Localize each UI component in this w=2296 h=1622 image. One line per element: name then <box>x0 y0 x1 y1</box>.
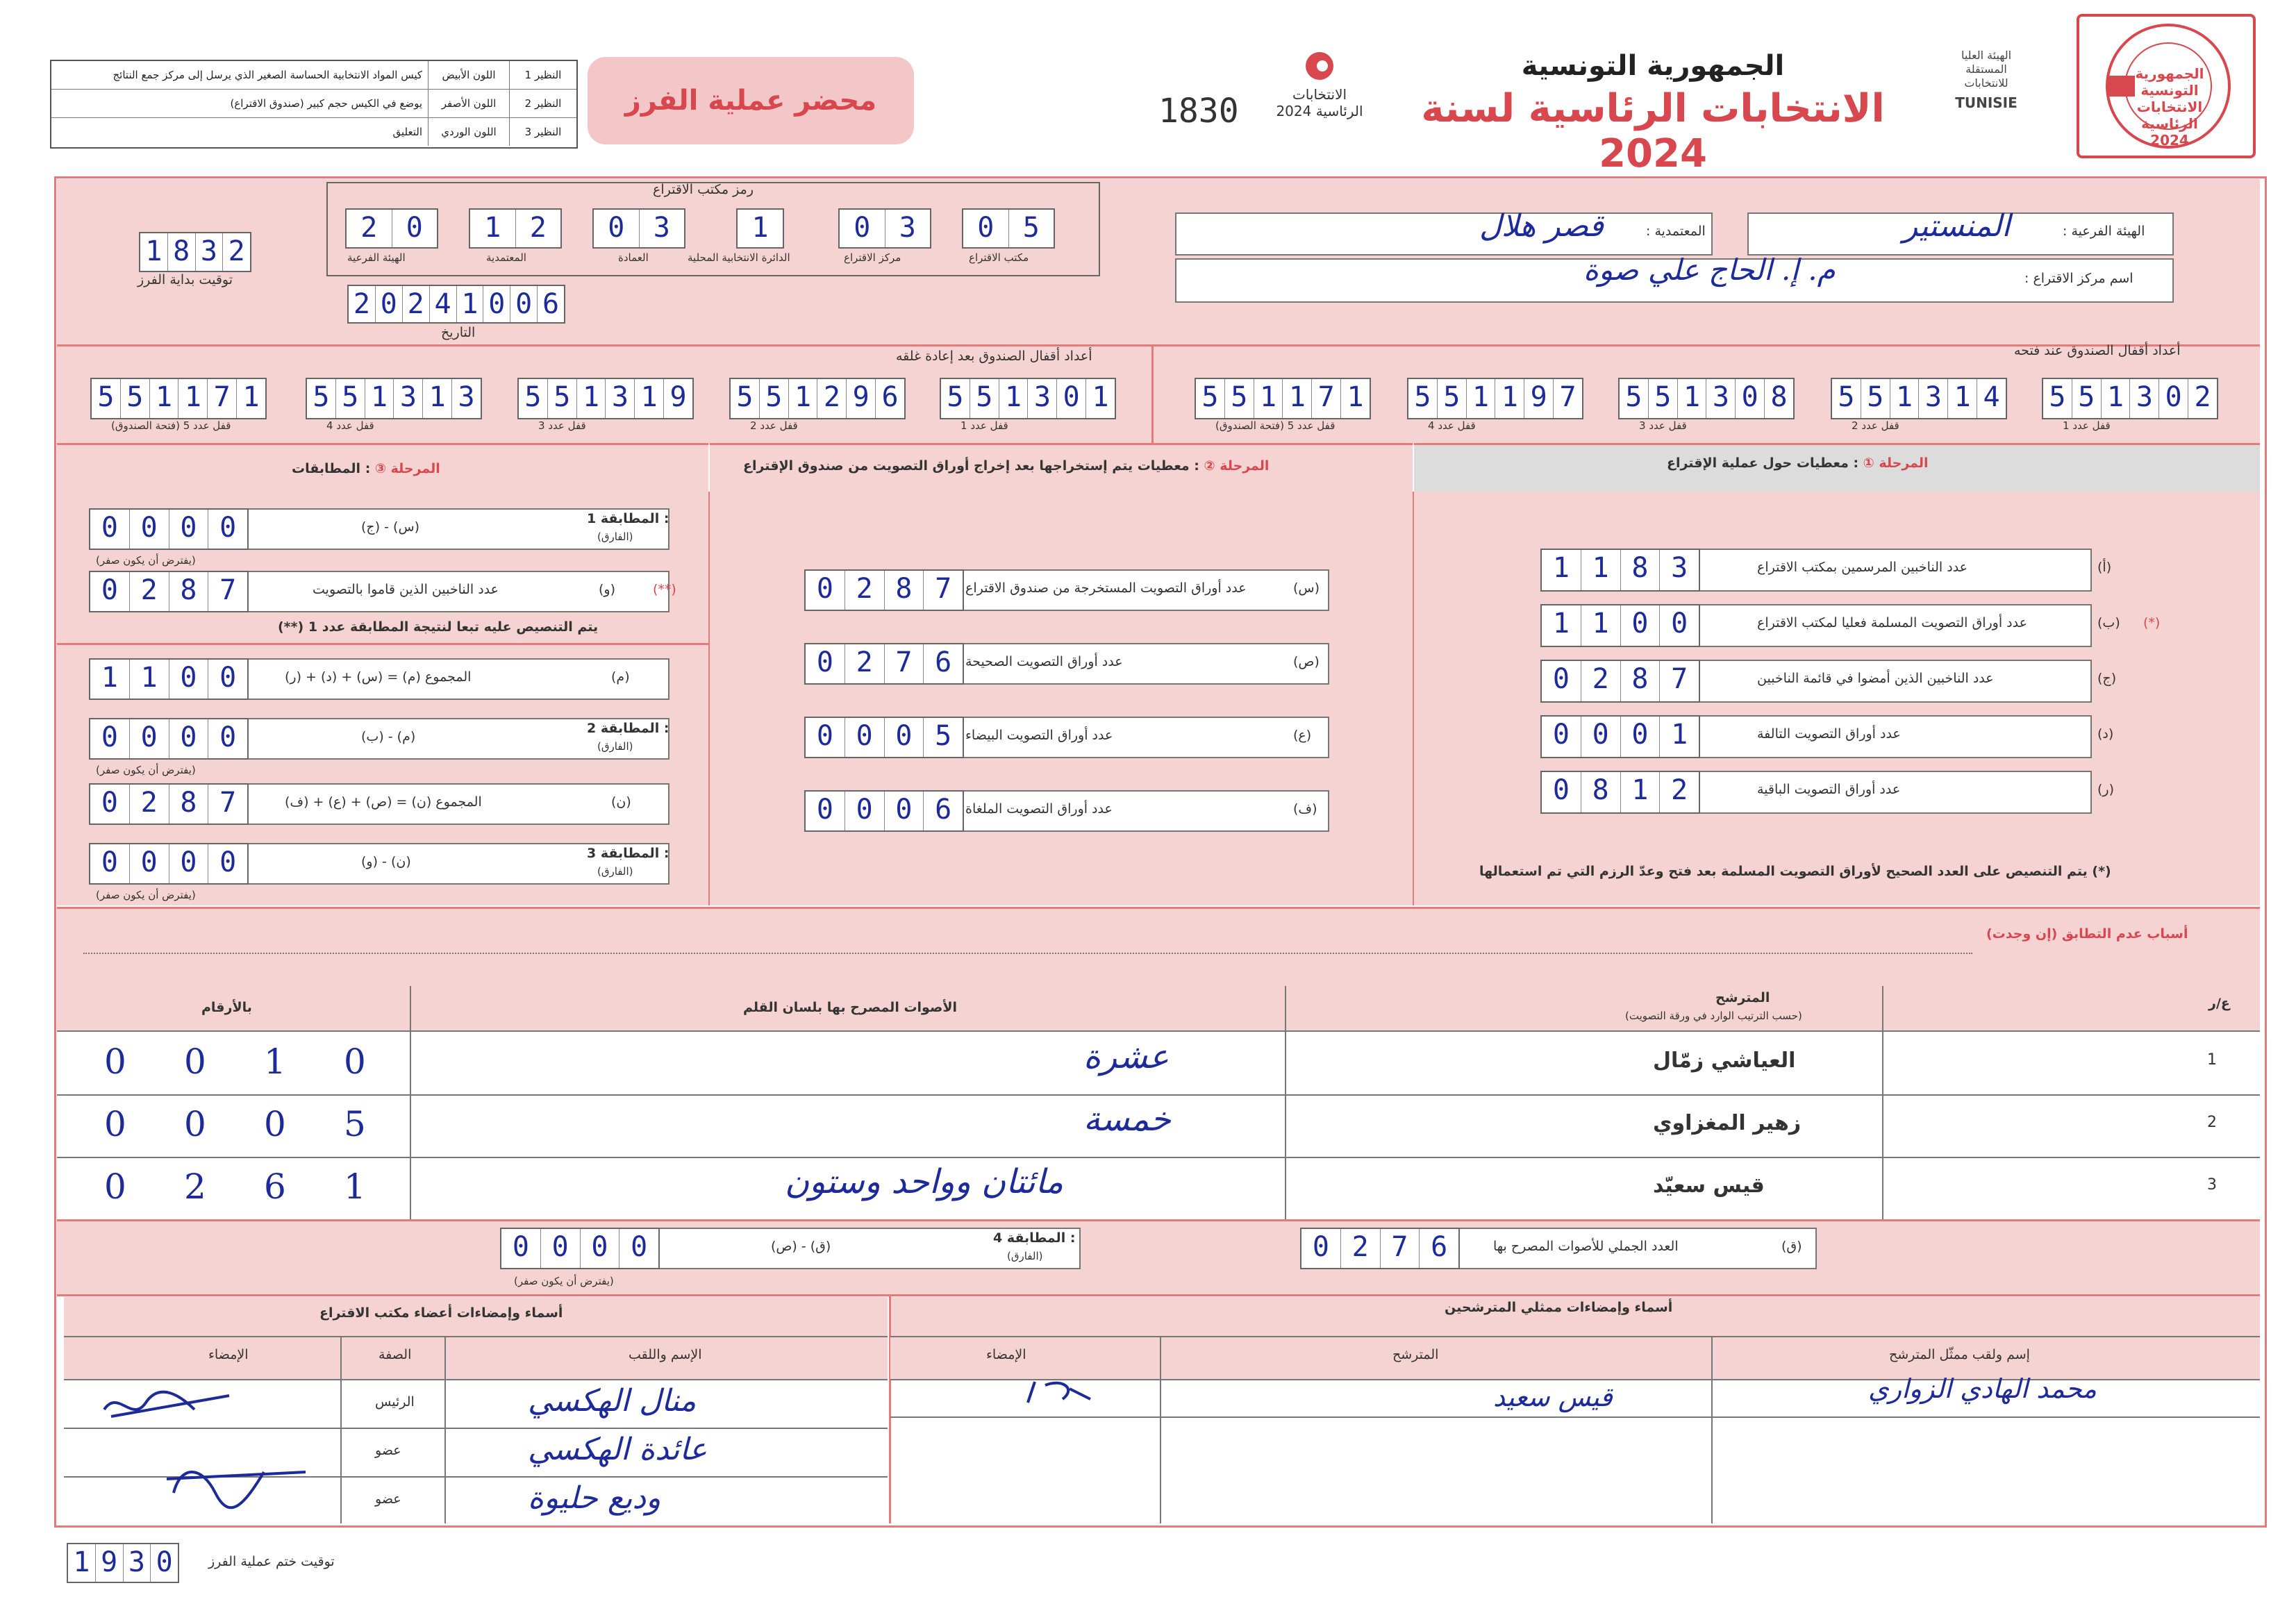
candidate-votes-digit: 0 <box>184 1042 206 1082</box>
isie-text: الهيئة العليا المستقلة للانتخابات <box>1961 49 2012 90</box>
match4-formula: (ص) - (ق) <box>771 1239 831 1254</box>
stage1-row-digits[interactable]: 0 2 8 7 <box>1540 660 1700 703</box>
match1-zero-note: (يفترض أن يكون صفر) <box>96 554 196 567</box>
rep-signature <box>1021 1375 1104 1416</box>
match2-formula: (ب) - (م) <box>361 729 416 744</box>
code-delegation-label: المعتمدية <box>486 251 526 264</box>
legend-desc: التعليق <box>51 118 429 146</box>
lock-3-field[interactable]: 5 5 1 3 1 9 <box>517 378 694 419</box>
locks-divider <box>1151 344 1154 443</box>
candidate-votes-digit: 0 <box>184 1104 206 1144</box>
instance-label: الهيئة الفرعية : <box>2063 224 2145 239</box>
stage1-row-label: عدد أوراق التصويت المسلمة فعليا لمكتب الاقتراع <box>1757 615 2027 630</box>
lock-2-field[interactable]: 5 5 1 2 9 6 <box>729 378 906 419</box>
legend-label: النظير 3 <box>524 126 562 138</box>
election-logo <box>1271 49 1368 146</box>
header-titles <box>1382 50 1924 176</box>
match4-sub: (الفارق) <box>1007 1250 1043 1262</box>
stage3-note2: (**) يتم التنصيص عليه تبعا لنتيجة المطابقة عدد 1 <box>278 619 599 635</box>
stage1-title: المرحلة ① : معطيات حول عملية الإقتراع <box>1667 455 1929 471</box>
stamp-text: الجمهورية التونسية الانتخابات الرئاسية 2024 <box>2135 65 2204 149</box>
legend-color: اللون الأبيض <box>429 61 510 89</box>
members-title: أسماء وإمضاءات أعضاء مكتب الاقتراع <box>319 1305 563 1321</box>
legend-label: النظير 1 <box>524 69 562 81</box>
stage2-row-digits[interactable]: 0 2 8 7 <box>804 569 964 611</box>
sum-n-digits[interactable]: 0 2 8 7 <box>89 783 249 825</box>
lock-4-field[interactable]: 5 5 1 1 9 7 <box>1407 378 1583 419</box>
code-delegation[interactable]: 1 2 <box>469 208 562 249</box>
candidate-votes-words: خمسة <box>1083 1100 1171 1139</box>
voters-digits[interactable]: 0 2 8 7 <box>89 571 249 612</box>
locks-after-title: أعداد أقفال الصندوق بعد إعادة غلقه <box>896 349 1092 364</box>
stage2-row-key: (ص) <box>1293 654 1320 669</box>
form-title: محضر عملية الفرز <box>624 85 877 117</box>
lock-1-label: قفل عدد 1 <box>2063 419 2111 432</box>
legend-desc: يوضع في الكيس حجم كبير (صندوق الاقتراع) <box>51 90 429 117</box>
stage1-row-label: عدد أوراق التصويت الباقية <box>1757 782 1901 797</box>
legend-row <box>51 61 576 90</box>
voters-key: (و) <box>599 582 616 597</box>
lock-1-field[interactable]: 5 5 1 3 0 1 <box>940 378 1116 419</box>
match3-sub: (الفارق) <box>597 865 633 878</box>
start-time-label: توقيت بداية الفرز <box>138 272 233 287</box>
member-role: عضو <box>375 1491 401 1507</box>
candidate-votes-digit: 2 <box>184 1167 206 1207</box>
reps-line-b <box>1711 1336 1713 1523</box>
signatures-divider <box>889 1294 891 1523</box>
candidate-votes-digit: 0 <box>344 1042 366 1082</box>
locks-before-title: أعداد أقفال الصندوق عند فتحه <box>2014 343 2181 358</box>
match2-sub: (الفارق) <box>597 740 633 753</box>
match1-digits[interactable]: 0 0 0 0 <box>89 508 249 550</box>
lock-5-field[interactable]: 5 5 1 1 7 1 <box>90 378 267 419</box>
lock-5-field[interactable]: 5 5 1 1 7 1 <box>1195 378 1371 419</box>
total-key: (ق) <box>1781 1239 1802 1254</box>
candidate-name: العياشي زمّال <box>1653 1048 1796 1073</box>
member-name: منال الهكسي <box>528 1383 697 1419</box>
lock-4-label: قفل عدد 4 <box>1428 419 1476 432</box>
center-label: اسم مركز الاقتراع : <box>2024 271 2133 286</box>
member-role: الرئيس <box>375 1394 415 1410</box>
stage2-title: المرحلة ② : معطيات يتم إستخراجها بعد إخراج أوراق التصويت من صندوق الإقتراع <box>743 458 1270 474</box>
election-title: الانتخابات الرئاسية لسنة 2024 <box>1421 86 1885 176</box>
code-center-label: مركز الاقتراع <box>844 251 901 264</box>
members-line-a <box>340 1336 342 1523</box>
candidate-num: 2 <box>2207 1114 2217 1131</box>
logo-text: الانتخابات الرئاسية 2024 <box>1276 86 1363 119</box>
legend-label: النظير 2 <box>524 97 562 110</box>
members-col-sign: الإمضاء <box>208 1347 249 1362</box>
code-district-label: الدائرة الانتخابية المحلية <box>688 251 790 264</box>
candidate-votes-digit: 0 <box>104 1042 126 1082</box>
stage2-body <box>710 492 1415 905</box>
lock-3-label: قفل عدد 3 <box>538 419 586 432</box>
members-col-role: الصفة <box>378 1347 412 1362</box>
col-words-header: الأصوات المصرح بها بلسان القلم <box>743 1000 957 1015</box>
candidate-votes-words: مائتان وواحد وستون <box>785 1162 1064 1201</box>
rep-candidate: قيس سعيد <box>1493 1382 1613 1412</box>
mismatch-line[interactable] <box>83 953 1972 954</box>
start-time-field[interactable]: 1 8 3 2 <box>139 232 251 272</box>
match3-zero-note: (يفترض أن يكون صفر) <box>96 889 196 901</box>
reps-col-sign: الإمضاء <box>986 1347 1026 1362</box>
candidate-row-line <box>57 1157 2260 1158</box>
sum-m-key: (م) <box>611 669 630 685</box>
lock-1-label: قفل عدد 1 <box>960 419 1008 432</box>
totals-section <box>57 1219 2260 1296</box>
stage1-row-digits[interactable]: 1 1 8 3 <box>1540 549 1700 592</box>
stage1-row-digits[interactable]: 0 8 1 2 <box>1540 771 1700 814</box>
stage2-row-label: عدد أوراق التصويت البيضاء <box>965 728 1113 743</box>
code-office[interactable]: 0 5 <box>962 208 1055 249</box>
stage1-row-key: (ر) <box>2097 782 2115 797</box>
stage1-row-label: عدد الناخبين المرسمين بمكتب الاقتراع <box>1757 560 1968 575</box>
code-district[interactable]: 1 <box>736 208 784 249</box>
reps-line-a <box>1160 1336 1161 1523</box>
codes-title: رمز مكتب الاقتراع <box>653 182 754 197</box>
reps-col-candidate: المترشح <box>1392 1347 1439 1362</box>
lock-3-field[interactable]: 5 5 1 3 0 8 <box>1618 378 1795 419</box>
stage1-note: (*) يتم التنصيص على العدد الصحيح لأوراق التصويت المسلمة بعد فتح وعدّ الرزم التي تم استعمالها <box>1479 864 2111 879</box>
lock-2-field[interactable]: 5 5 1 3 1 4 <box>1831 378 2007 419</box>
candidates-header <box>57 986 2260 1032</box>
form-title-box <box>588 57 914 144</box>
stage2-row-label: عدد أوراق التصويت الصحيحة <box>965 654 1123 669</box>
stage1-row-label: عدد أوراق التصويت التالفة <box>1757 726 1901 742</box>
candidate-votes-digit: 0 <box>264 1104 286 1144</box>
isie-abbr: TUNISIE <box>1955 94 2018 111</box>
stage2-row-digits[interactable]: 0 2 7 6 <box>804 643 964 685</box>
stage1-row-key: (أ) <box>2097 560 2112 575</box>
republic-title: الجمهورية التونسية <box>1521 50 1785 82</box>
candidate-name: قيس سعيّد <box>1653 1173 1765 1198</box>
stage1-row-label: عدد الناخبين الذين أمضوا في قائمة الناخبين <box>1757 671 1994 686</box>
candidate-votes-digit: 0 <box>104 1104 126 1144</box>
members-col-header <box>64 1336 888 1380</box>
serial-number: 1830 <box>1158 92 1239 131</box>
mismatch-section <box>57 907 2260 992</box>
stage3-title: المرحلة ③ : المطابقات <box>292 461 440 476</box>
members-line-b <box>444 1336 446 1523</box>
official-stamp <box>2077 14 2256 158</box>
stage3-divider <box>57 643 708 645</box>
stage2-row-key: (س) <box>1293 580 1320 596</box>
voters-star: (**) <box>653 582 676 597</box>
stage1-row-key: (ب) <box>2097 615 2120 630</box>
cand-col-line-2 <box>1285 986 1286 1219</box>
instance-value: المنستير <box>1903 208 2011 244</box>
match4-zero-note: (يفترض أن يكون صفر) <box>514 1275 614 1287</box>
legend-color: اللون الوردي <box>429 118 510 146</box>
members-col-name: الإسم واللقب <box>629 1347 702 1362</box>
member-signature-1 <box>90 1382 257 1437</box>
col-candidate-sub: (حسب الترتيب الوارد في ورقة التصويت) <box>1625 1010 1802 1022</box>
match3-label: المطابقة 3 : <box>587 846 669 861</box>
delegation-field[interactable] <box>1175 212 1713 256</box>
candidate-votes-words: عشرة <box>1083 1037 1170 1076</box>
lock-2-label: قفل عدد 2 <box>1852 419 1899 432</box>
legend-row <box>51 118 576 146</box>
envelope-legend <box>50 60 578 149</box>
reps-col-name: إسم ولقب ممثّل المترشح <box>1889 1347 2030 1362</box>
sum-n-key: (ن) <box>611 794 631 810</box>
cand-col-line-1 <box>410 986 411 1219</box>
sum-m-label: المجموع (م) = (س) + (د) + (ر) <box>285 669 472 685</box>
rep-row-line <box>890 1416 2260 1418</box>
stage1-row-key: (د) <box>2097 726 2114 742</box>
stage1-row-star: (*) <box>2143 615 2161 630</box>
candidate-row-line <box>57 1094 2260 1096</box>
match4-digits[interactable]: 0 0 0 0 <box>500 1228 660 1269</box>
delegation-label: المعتمدية : <box>1646 224 1706 239</box>
stage1-row-digits[interactable]: 1 1 0 0 <box>1540 604 1700 647</box>
col-candidate-header: المترشح <box>1715 990 1770 1005</box>
stage2-row-digits[interactable]: 0 0 0 5 <box>804 717 964 758</box>
match1-formula: (ج) - (س) <box>361 519 420 535</box>
member-name: وديع حليوة <box>528 1480 661 1516</box>
match3-digits[interactable]: 0 0 0 0 <box>89 843 249 885</box>
legend-desc: كيس المواد الانتخابية الحساسة الصغير الذي يرسل إلى مركز جمع النتائج <box>51 61 429 89</box>
candidate-votes-digit: 5 <box>344 1104 366 1144</box>
reps-title: أسماء وإمضاءات ممثلي المترشحين <box>1445 1300 1673 1315</box>
end-time-label: توقيت ختم عملية الفرز <box>208 1554 335 1569</box>
lock-1-field[interactable]: 5 5 1 3 0 2 <box>2042 378 2218 419</box>
match2-zero-note: (يفترض أن يكون صفر) <box>96 764 196 776</box>
member-role: عضو <box>375 1443 401 1458</box>
cand-col-line-3 <box>1882 986 1883 1219</box>
match2-digits[interactable]: 0 0 0 0 <box>89 718 249 760</box>
stage2-row-key: (ف) <box>1293 801 1317 817</box>
match1-label: المطابقة 1 : <box>587 511 669 526</box>
candidate-votes-digit: 1 <box>264 1042 286 1082</box>
lock-4-field[interactable]: 5 5 1 3 1 3 <box>306 378 482 419</box>
code-instance-label: الهيئة الفرعية <box>347 251 406 264</box>
candidate-num: 1 <box>2207 1051 2217 1069</box>
member-name: عائدة الهكسي <box>528 1432 708 1467</box>
col-digits-header: بالأرقام <box>201 1000 252 1015</box>
candidate-votes-digit: 0 <box>104 1167 126 1207</box>
total-digits[interactable]: 0 2 7 6 <box>1300 1228 1460 1269</box>
match1-sub: (الفارق) <box>597 530 633 543</box>
date-field[interactable]: 2 0 2 4 1 0 0 6 <box>347 285 565 324</box>
sum-n-label: المجموع (ن) = (ص) + (ع) + (ف) <box>285 794 482 810</box>
legend-color: اللون الأصفر <box>429 90 510 117</box>
lock-5-label: قفل عدد 5 (فتحة الصندوق) <box>1215 419 1336 432</box>
lock-2-label: قفل عدد 2 <box>750 419 798 432</box>
code-instance[interactable]: 2 0 <box>345 208 438 249</box>
isie-logo <box>1948 49 2024 111</box>
delegation-value: قصر هلال <box>1479 208 1604 244</box>
voters-label: عدد الناخبين الذين قاموا بالتصويت <box>313 582 499 597</box>
stage2-row-label: عدد أوراق التصويت الملغاة <box>965 801 1113 817</box>
lock-5-label: قفل عدد 5 (فتحة الصندوق) <box>111 419 231 432</box>
legend-row <box>51 90 576 118</box>
code-imada[interactable]: 0 3 <box>592 208 685 249</box>
lock-3-label: قفل عدد 3 <box>1639 419 1687 432</box>
total-label: العدد الجملي للأصوات المصرح بها <box>1493 1239 1679 1254</box>
col-num-header: ع/ر <box>2208 996 2230 1011</box>
mismatch-label: أسباب عدم التطابق (إن وجدت) <box>1986 926 2188 942</box>
rep-name: محمد الهادي الزواري <box>1868 1373 2097 1404</box>
center-value: م. إ. الحاج علي صوة <box>1583 253 1836 287</box>
stage2-row-digits[interactable]: 0 0 0 6 <box>804 790 964 832</box>
code-center[interactable]: 0 3 <box>838 208 931 249</box>
stage2-row-key: (ع) <box>1293 728 1312 743</box>
end-time-field[interactable]: 1 9 3 0 <box>67 1543 179 1583</box>
candidate-votes-digit: 1 <box>344 1167 366 1207</box>
code-imada-label: العمادة <box>618 251 649 264</box>
logo-icon <box>1299 49 1340 83</box>
member-signature-2 <box>160 1451 319 1514</box>
candidate-votes-digit: 6 <box>264 1167 286 1207</box>
match4-label: المطابقة 4 : <box>993 1230 1076 1246</box>
candidate-name: زهير المغزاوي <box>1653 1111 1802 1135</box>
match3-formula: (و) - (ن) <box>361 854 411 869</box>
sum-m-digits[interactable]: 1 1 0 0 <box>89 658 249 700</box>
candidate-num: 3 <box>2207 1176 2217 1194</box>
stage1-row-key: (ج) <box>2097 671 2117 686</box>
date-label: التاريخ <box>441 325 476 340</box>
lock-4-label: قفل عدد 4 <box>326 419 374 432</box>
match2-label: المطابقة 2 : <box>587 721 669 736</box>
stage1-row-digits[interactable]: 0 0 0 1 <box>1540 715 1700 758</box>
stage2-row-label: عدد أوراق التصويت المستخرجة من صندوق الاقتراع <box>965 580 1247 596</box>
code-office-label: مكتب الاقتراع <box>969 251 1029 264</box>
